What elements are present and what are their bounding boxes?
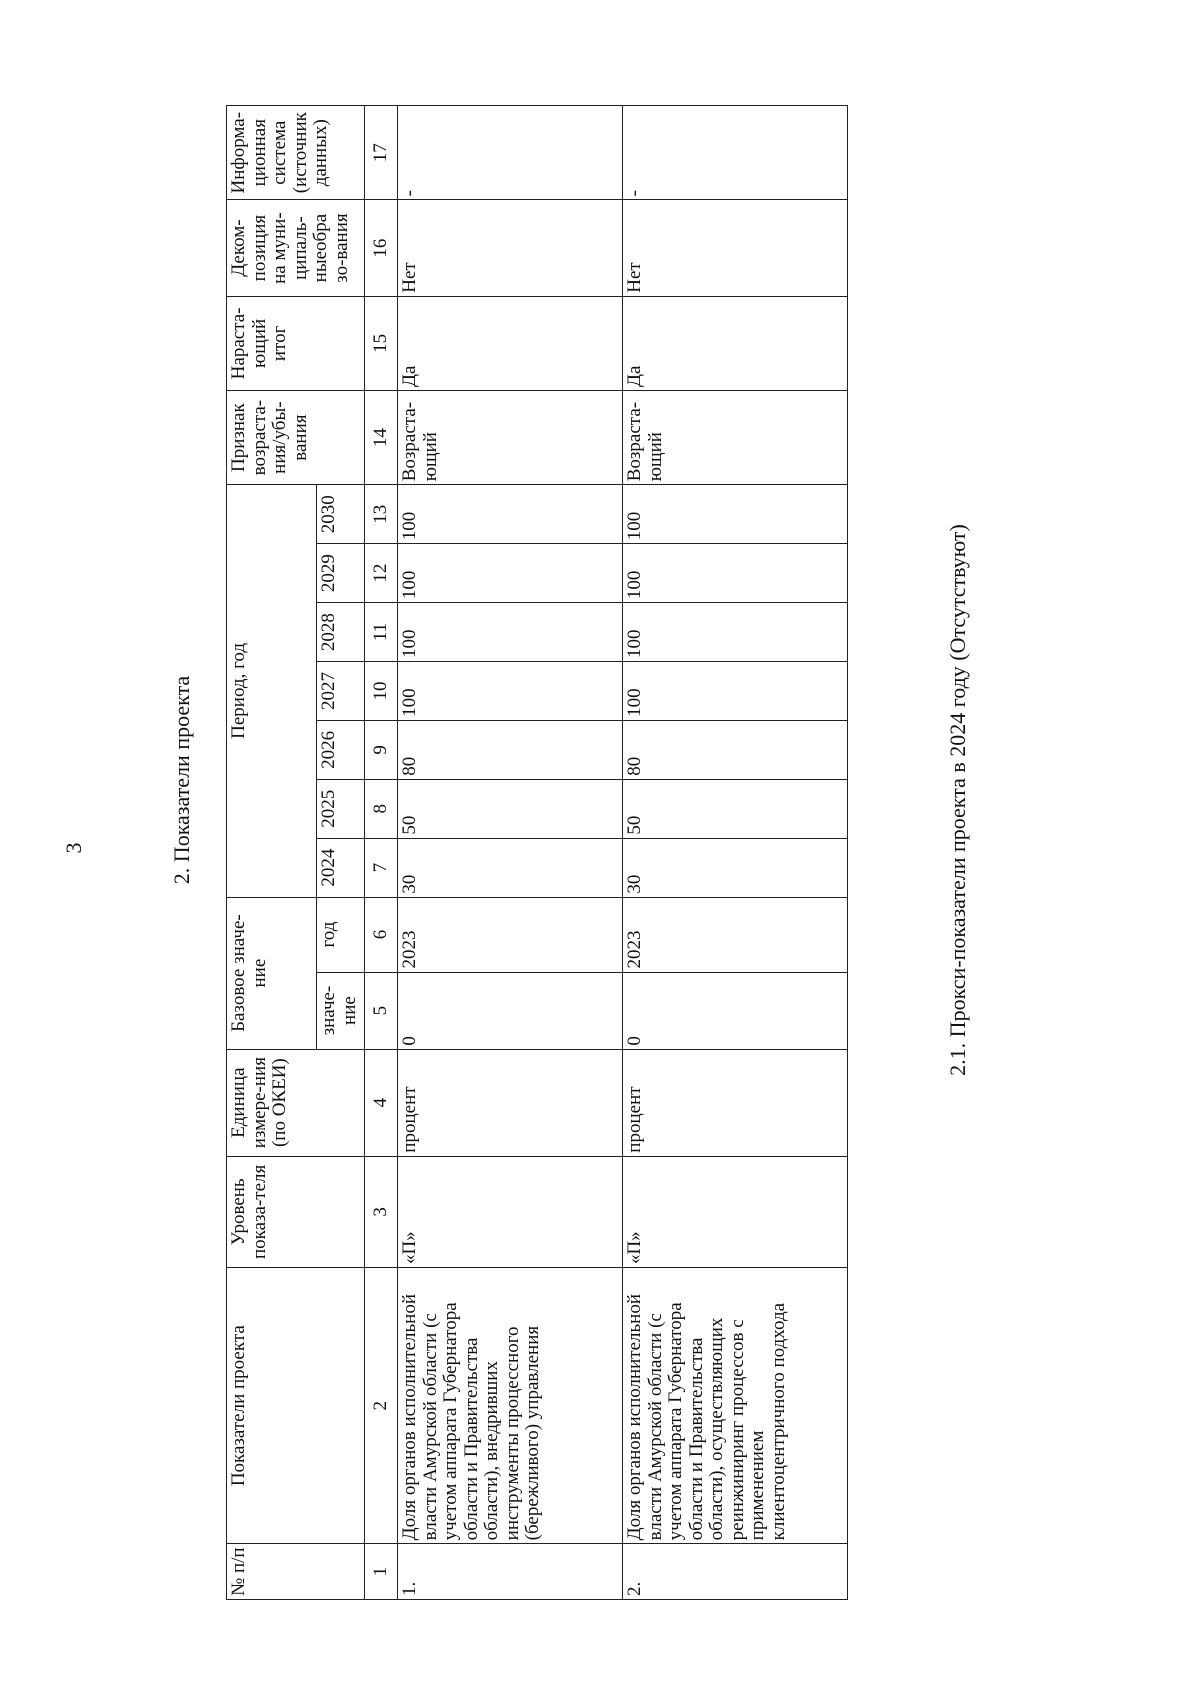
column-number: 4 [365,1049,398,1156]
header-growth: Признак возраста-ния/убы-вания [227,391,365,485]
column-number: 14 [365,391,398,485]
row-base-value: 0 [623,972,848,1049]
row-decomposition: Нет [398,200,623,296]
row-year-value: 100 [398,544,623,603]
header-cumulative: Нараста-ющий итог [227,296,365,390]
header-info-system: Информа-ционная система (источник данных) [227,106,365,200]
row-level: «П» [398,1156,623,1267]
header-num: № п/п [227,1544,365,1600]
row-year-value: 100 [623,485,848,544]
column-number: 6 [365,897,398,972]
column-number: 11 [365,603,398,662]
row-info-system: - [398,106,623,200]
column-number: 13 [365,485,398,544]
row-year-value: 80 [623,720,848,779]
row-year-value: 50 [623,779,848,838]
header-period: Период, год [227,485,317,897]
column-number: 3 [365,1156,398,1267]
row-growth: Возраста-ющий [398,391,623,485]
row-year-value: 100 [398,485,623,544]
row-year-value: 100 [623,603,848,662]
header-year: 2024 [317,838,365,897]
page-number: 3 [61,842,86,854]
row-base-year: 2023 [623,897,848,972]
row-num: 2. [623,1544,848,1600]
row-year-value: 30 [623,838,848,897]
row-indicator: Доля органов исполнительной власти Амурской области (с учетом аппарата Губернатора области и Правительства области), осуществляющих реинжиниринг процессов с применением клиентоцентричного подхода [623,1268,848,1544]
row-info-system: - [623,106,848,200]
row-year-value: 100 [398,662,623,721]
column-number: 7 [365,838,398,897]
header-base: Базовое значе-ние [227,897,317,1049]
header-decomposition: Деком-позиция на муни-ципаль-ныеобра зо-вания [227,200,365,296]
row-unit: процент [623,1049,848,1156]
table-row [623,106,848,1600]
row-growth: Возраста-ющий [623,391,848,485]
header-year: 2030 [317,485,365,544]
column-number: 5 [365,972,398,1049]
row-indicator: Доля органов исполнительной власти Амурской области (с учетом аппарата Губернатора области и Правительства области), внедривших инструменты процессного (бережливого) управления [398,1268,623,1544]
header-level: Уровень показа-теля [227,1156,365,1267]
column-number: 2 [365,1268,398,1544]
row-base-year: 2023 [398,897,623,972]
header-year: 2027 [317,662,365,721]
column-number: 8 [365,779,398,838]
column-number: 10 [365,662,398,721]
row-level: «П» [623,1156,848,1267]
header-year: 2029 [317,544,365,603]
column-number: 16 [365,200,398,296]
row-decomposition: Нет [623,200,848,296]
row-year-value: 100 [398,603,623,662]
row-cumulative: Да [623,296,848,390]
header-base-year: год [317,897,365,972]
header-base-value: значе-ние [317,972,365,1049]
subsection-title: 2.1. Прокси-показатели проекта в 2024 году (Отсутствуют) [945,524,970,1076]
header-indicator: Показатели проекта [227,1268,365,1544]
header-year: 2025 [317,779,365,838]
column-number: 15 [365,296,398,390]
indicators-table-wrapper [226,105,923,1600]
row-num: 1. [398,1544,623,1600]
indicators-table [226,105,848,1600]
row-year-value: 80 [398,720,623,779]
row-cumulative: Да [398,296,623,390]
header-year: 2028 [317,603,365,662]
row-year-value: 100 [623,544,848,603]
column-number: 1 [365,1544,398,1600]
column-number: 17 [365,106,398,200]
section-title: 2. Показатели проекта [169,675,194,885]
column-number-row [365,106,398,1600]
row-unit: процент [398,1049,623,1156]
table-row [398,106,623,1600]
row-year-value: 50 [398,779,623,838]
column-number: 12 [365,544,398,603]
row-base-value: 0 [398,972,623,1049]
header-unit: Единица измере-ния (по ОКЕИ) [227,1049,365,1156]
row-year-value: 100 [623,662,848,721]
column-number: 9 [365,720,398,779]
header-year: 2026 [317,720,365,779]
row-year-value: 30 [398,838,623,897]
